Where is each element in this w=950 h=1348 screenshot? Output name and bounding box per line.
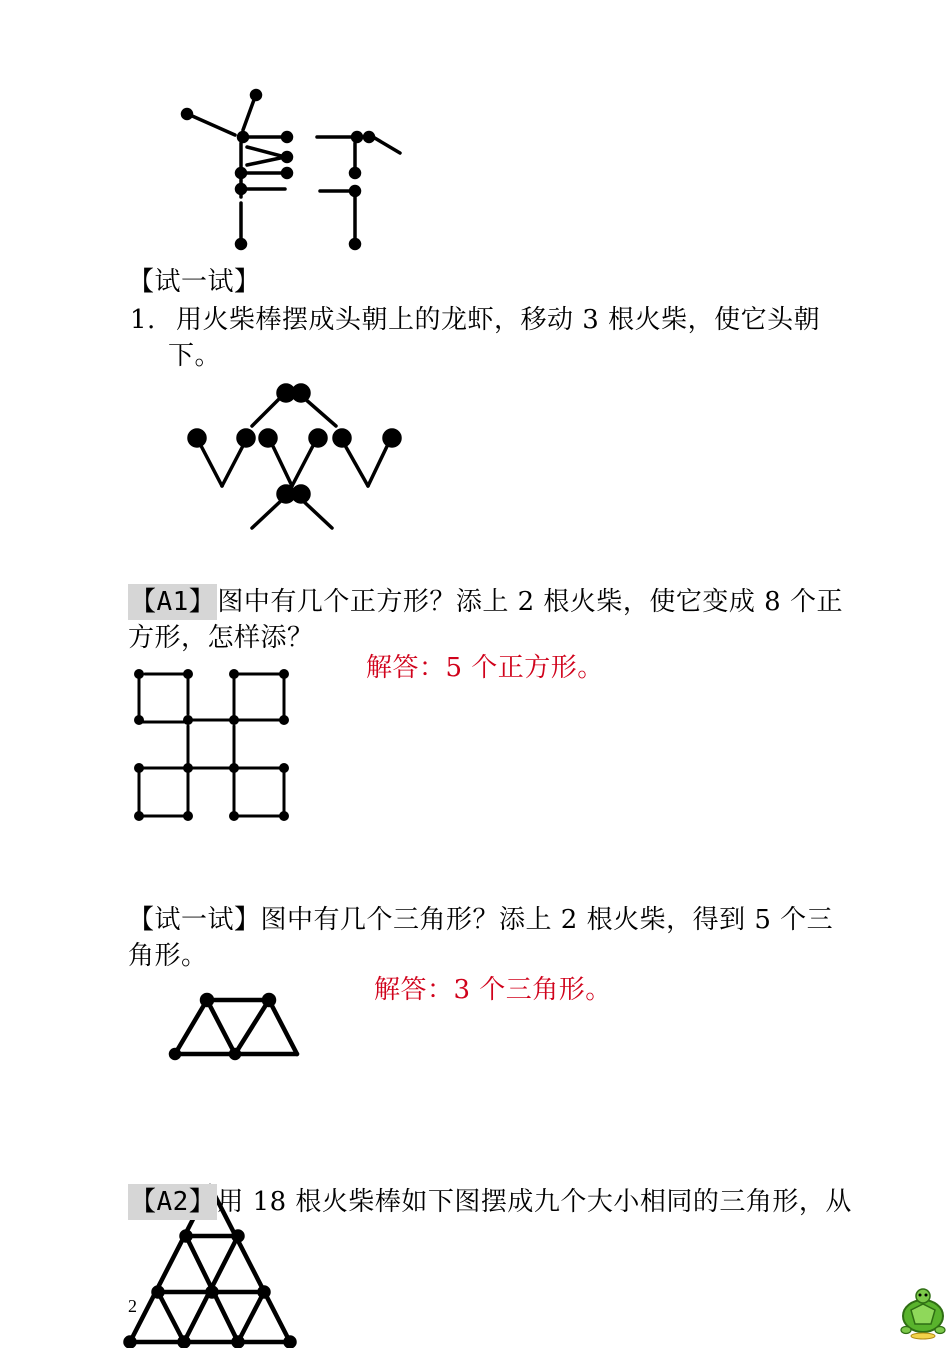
a2-question: 用 18 根火柴棒如下图摆成九个大小相同的三角形，从	[217, 1187, 852, 1217]
squares-matchstick-figure	[130, 666, 300, 826]
try-it-2-question: 图中有几个三角形？添上 2 根火柴，得到 5 个三	[260, 905, 834, 935]
try-it-2-heading: 【试一试】	[128, 905, 261, 935]
problem-1-text-line2: 下。	[168, 341, 222, 371]
shrimp-matchstick-figure	[175, 85, 415, 260]
shrimp-dots-figure	[180, 378, 410, 538]
a1-tag: 【A1】	[128, 584, 217, 620]
a1-question: 图中有几个正方形？添上 2 根火柴，使它变成 8 个正	[217, 587, 843, 617]
problem-1-number: 1.	[130, 305, 156, 335]
triangles-matchstick-figure	[165, 990, 305, 1065]
a2-text-line1	[128, 1184, 852, 1220]
a1-answer: 解答：5 个正方形。	[366, 653, 604, 683]
turtle-logo-icon	[898, 1286, 948, 1342]
try-it-heading: 【试一试】	[128, 267, 261, 297]
a1-text-line2: 方形，怎样添？	[128, 623, 314, 653]
try-it-2-text-line1	[128, 902, 833, 938]
a1-text-line1	[128, 584, 843, 620]
try-it-2-answer: 解答：3 个三角形。	[374, 975, 612, 1005]
try-it-2-text-line2: 角形。	[128, 941, 208, 971]
problem-1-text-line1: 用火柴棒摆成头朝上的龙虾，移动 3 根火柴，使它头朝	[176, 305, 821, 335]
page-number: 2	[128, 1296, 137, 1316]
a2-tag: 【A2】	[128, 1184, 217, 1220]
